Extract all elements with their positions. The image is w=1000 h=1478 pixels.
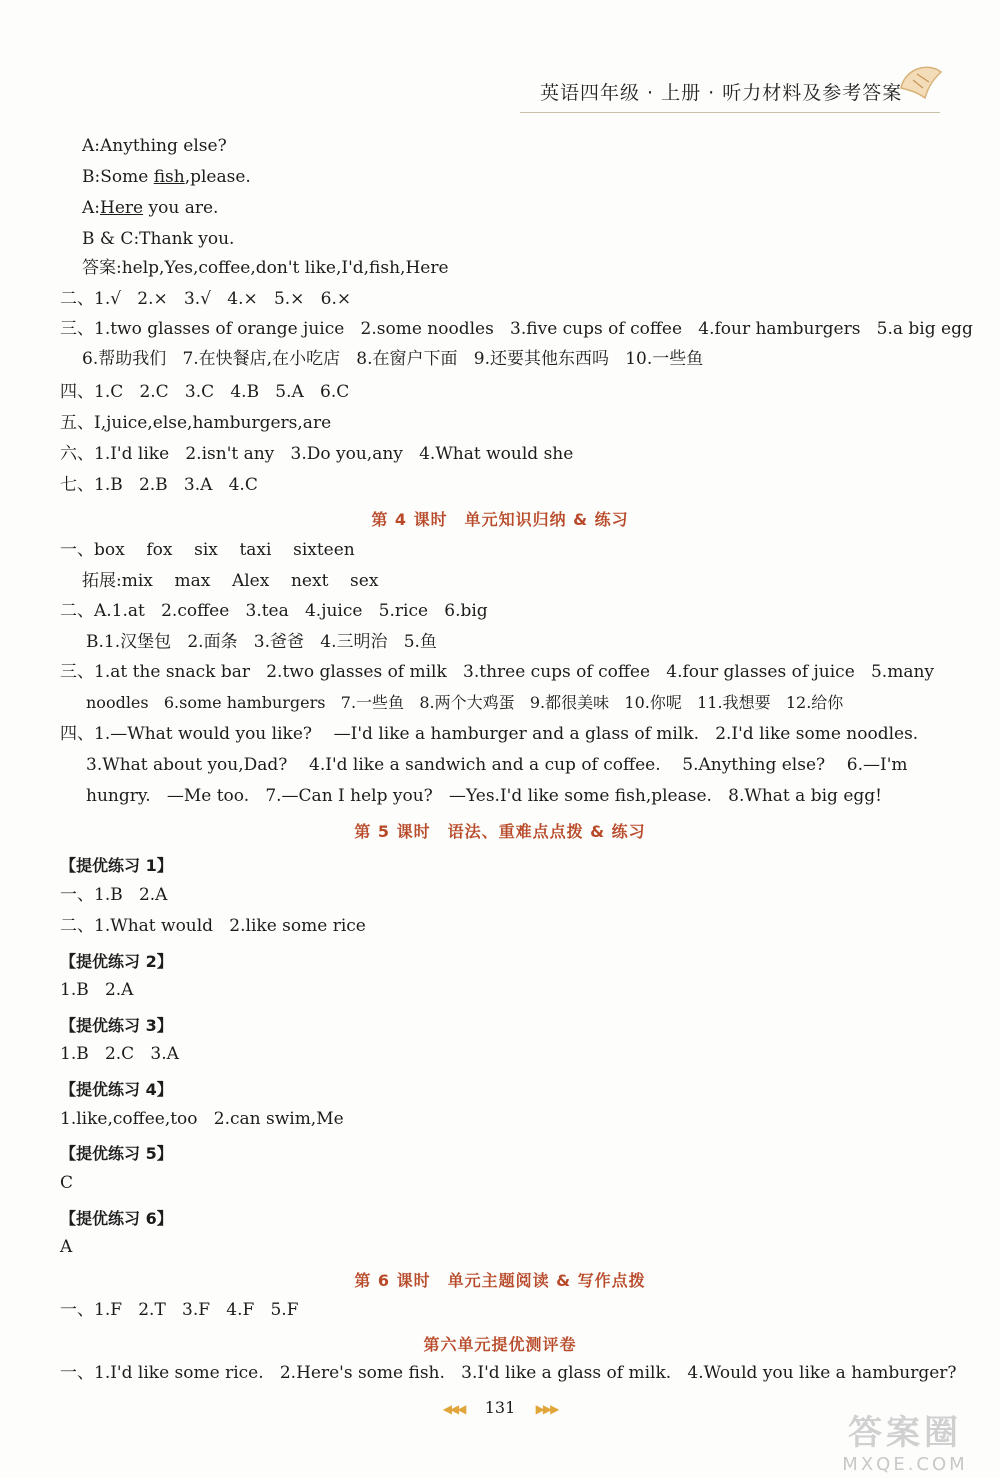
answer-item: 3.five cups of coffee	[510, 319, 683, 339]
answer-row-5: 五、I,juice,else,hamburgers,are	[60, 413, 332, 433]
answer-item: 2.C	[104, 1044, 135, 1064]
dialog-line-1: A:Anything else?	[82, 136, 227, 156]
answer-item: 3.What about you,Dad?	[86, 755, 288, 775]
page-header: 英语四年级 · 上册 · 听力材料及参考答案	[540, 82, 903, 104]
practice-1-row-2	[60, 916, 366, 936]
answer-item: 4.What would she	[419, 444, 574, 464]
answer-item: 拓展:mix	[82, 571, 153, 591]
answer-item: 二、A.1.at	[60, 601, 145, 621]
answer-item: 5.A	[275, 382, 304, 402]
practice-6-row: A	[60, 1237, 73, 1257]
dialog-answer: 答案:help,Yes,coffee,don't like,I'd,fish,Here	[82, 258, 449, 278]
practice-heading-2: 【提优练习 2】	[60, 952, 173, 971]
next-arrows-icon: ▶▶▶	[535, 1402, 558, 1416]
answer-item: 6.C	[320, 382, 350, 402]
answer-item: 5.Anything else?	[682, 755, 826, 775]
s4-row-3a	[60, 662, 934, 682]
answer-item: 6.some hamburgers	[163, 693, 326, 712]
answer-item: 二、1.What would	[60, 916, 214, 936]
answer-item: 4.juice	[304, 601, 363, 621]
answer-item: 四、1.C	[60, 382, 124, 402]
answer-item: 4.三明治	[320, 632, 388, 652]
header-rule	[520, 112, 940, 113]
answer-item: 3.three cups of coffee	[463, 662, 651, 682]
answer-item: 9.都很美味	[529, 693, 610, 712]
practice-5-row: C	[60, 1173, 74, 1193]
practice-heading-1: 【提优练习 1】	[60, 856, 173, 875]
practice-heading-5: 【提优练习 5】	[60, 1144, 173, 1163]
section-title-5: 第 5 课时 语法、重难点点拨 & 练习	[354, 822, 646, 841]
answer-row-4	[60, 382, 349, 402]
answer-item: 4.I'd like a sandwich and a cup of coffee.	[309, 755, 661, 775]
answer-item: sex	[350, 571, 379, 591]
answer-item: 七、1.B	[60, 475, 123, 495]
prev-arrows-icon: ◀◀◀	[442, 1402, 465, 1416]
answer-row-2	[60, 289, 351, 309]
answer-item: 2.A	[138, 885, 168, 905]
answer-item: next	[290, 571, 329, 591]
answer-item: 3.爸爸	[253, 632, 305, 652]
answer-item: 一、1.F	[60, 1300, 123, 1320]
answer-item: 三、1.two glasses of orange juice	[60, 319, 345, 339]
answer-item: 5.鱼	[403, 632, 437, 652]
answer-item: 2.some noodles	[360, 319, 494, 339]
answer-item: 3.A	[183, 475, 213, 495]
answer-item: 2.I'd like some noodles.	[715, 724, 919, 744]
answer-item: 8.What a big egg!	[728, 786, 882, 806]
answer-item: 2.isn't any	[185, 444, 275, 464]
answer-item: 8.两个大鸡蛋	[419, 693, 515, 712]
answer-item: 4.Would you like a hamburger?	[687, 1363, 957, 1383]
section-title-6: 第 6 课时 单元主题阅读 & 写作点拨	[354, 1271, 646, 1290]
answer-item: 6.big	[444, 601, 488, 621]
answer-item: 8.在窗户下面	[356, 349, 458, 369]
answer-item: 6.×	[320, 289, 352, 309]
answer-item: 2.T	[138, 1300, 166, 1320]
answer-item: 3.F	[182, 1300, 211, 1320]
answer-item: 11.我想要	[697, 693, 771, 712]
answer-item: 3.A	[150, 1044, 179, 1064]
answer-item: 一、1.B	[60, 885, 123, 905]
test-row-1	[60, 1363, 957, 1383]
answer-item: 4.four glasses of juice	[666, 662, 855, 682]
s4-row-4b	[86, 755, 908, 775]
answer-item: Alex	[231, 571, 270, 591]
answer-item: 2.B	[138, 475, 168, 495]
practice-3-row	[60, 1044, 179, 1064]
answer-item: taxi	[239, 540, 272, 560]
answer-row-7	[60, 475, 258, 495]
dialog-line-3: A:Here you are.	[82, 198, 219, 218]
s4-row-2b	[86, 632, 437, 652]
answer-item: 7.一些鱼	[340, 693, 405, 712]
answer-item: 10.你呢	[624, 693, 682, 712]
answer-item: 5.a big egg	[876, 319, 973, 339]
answer-item: 1.B	[60, 1044, 89, 1064]
answer-item: —Yes.I'd like some fish,please.	[449, 786, 712, 806]
s4-row-2a	[60, 601, 488, 621]
answer-item: 4.B	[230, 382, 260, 402]
answer-item: 7.—Can I help you?	[265, 786, 433, 806]
practice-1-row-1	[60, 885, 167, 905]
answer-item: 2.×	[137, 289, 168, 309]
answer-item: 6.—I'm	[846, 755, 908, 775]
answer-item: hungry.	[86, 786, 151, 806]
answer-row-3a	[60, 319, 973, 339]
practice-heading-6: 【提优练习 6】	[60, 1209, 173, 1228]
answer-item: sixteen	[293, 540, 355, 560]
answer-item: 2.A	[104, 980, 134, 1000]
s4-row-3b	[86, 693, 843, 713]
answer-item: 5.×	[273, 289, 305, 309]
answer-item: 7.在快餐店,在小吃店	[182, 349, 341, 369]
answer-item: max	[174, 571, 211, 591]
answer-item: 二、1.√	[60, 289, 122, 309]
answer-item: 四、1.—What would you like?	[60, 724, 313, 744]
answer-item: 6.帮助我们	[82, 349, 167, 369]
watermark-logo	[815, 1405, 995, 1475]
watermark-bottom: MXQE.COM	[842, 1454, 968, 1475]
answer-item: 3.Do you,any	[290, 444, 403, 464]
answer-item: 5.F	[270, 1300, 299, 1320]
s6-row-1	[60, 1300, 299, 1320]
answer-item: 3.C	[184, 382, 215, 402]
corner-decoration-icon	[895, 58, 947, 110]
answer-item: B.1.汉堡包	[86, 632, 172, 652]
answer-row-3b	[82, 349, 703, 369]
answer-item: 六、1.I'd like	[60, 444, 170, 464]
answer-item: 2.two glasses of milk	[266, 662, 447, 682]
answer-item: 1.like,coffee,too	[60, 1109, 198, 1129]
answer-item: fox	[146, 540, 173, 560]
answer-item: 12.给你	[785, 693, 844, 712]
answer-item: 4.×	[227, 289, 258, 309]
answer-item: 2.coffee	[161, 601, 230, 621]
answer-item: noodles	[86, 693, 149, 712]
answer-item: 3.√	[183, 289, 212, 309]
answer-item: 4.F	[226, 1300, 255, 1320]
answer-item: 2.like some rice	[229, 916, 366, 936]
dialog-line-2: B:Some fish,please.	[82, 167, 251, 187]
answer-item: 三、1.at the snack bar	[60, 662, 251, 682]
s4-row-1b	[82, 571, 378, 591]
practice-2-row	[60, 980, 133, 1000]
section-title-4: 第 4 课时 单元知识归纳 & 练习	[371, 510, 629, 529]
answer-item: 2.can swim,Me	[213, 1109, 344, 1129]
s4-row-4c	[86, 786, 882, 806]
answer-item: 2.面条	[187, 632, 238, 652]
answer-item: 4.C	[228, 475, 258, 495]
answer-item: 5.many	[870, 662, 935, 682]
practice-heading-4: 【提优练习 4】	[60, 1080, 173, 1099]
answer-item: 5.rice	[378, 601, 429, 621]
answer-item: 2.C	[139, 382, 169, 402]
s4-row-4a	[60, 724, 918, 744]
answer-item: six	[194, 540, 218, 560]
answer-item: —Me too.	[166, 786, 250, 806]
answer-item: 1.B	[60, 980, 89, 1000]
page-number: 131	[484, 1398, 516, 1417]
answer-item: 一、1.I'd like some rice.	[60, 1363, 264, 1383]
answer-item: 3.tea	[245, 601, 289, 621]
watermark-top: 答案圈	[848, 1413, 962, 1453]
dialog-blank-here: Here	[100, 198, 144, 218]
practice-heading-3: 【提优练习 3】	[60, 1016, 173, 1035]
s4-row-1	[60, 540, 355, 560]
answer-item: 9.还要其他东西吗	[473, 349, 609, 369]
test-title: 第六单元提优测评卷	[423, 1335, 577, 1354]
dialog-blank-fish: fish	[153, 167, 185, 187]
answer-item: 2.Here's some fish.	[279, 1363, 445, 1383]
answer-item: 一、box	[60, 540, 125, 560]
answer-item: 10.一些鱼	[625, 349, 704, 369]
answer-item: 3.I'd like a glass of milk.	[461, 1363, 672, 1383]
answer-item: —I'd like a hamburger and a glass of milk.	[333, 724, 699, 744]
dialog-line-4: B & C:Thank you.	[82, 229, 235, 249]
answer-item: 4.four hamburgers	[698, 319, 861, 339]
practice-4-row	[60, 1109, 344, 1129]
answer-row-6	[60, 444, 573, 464]
